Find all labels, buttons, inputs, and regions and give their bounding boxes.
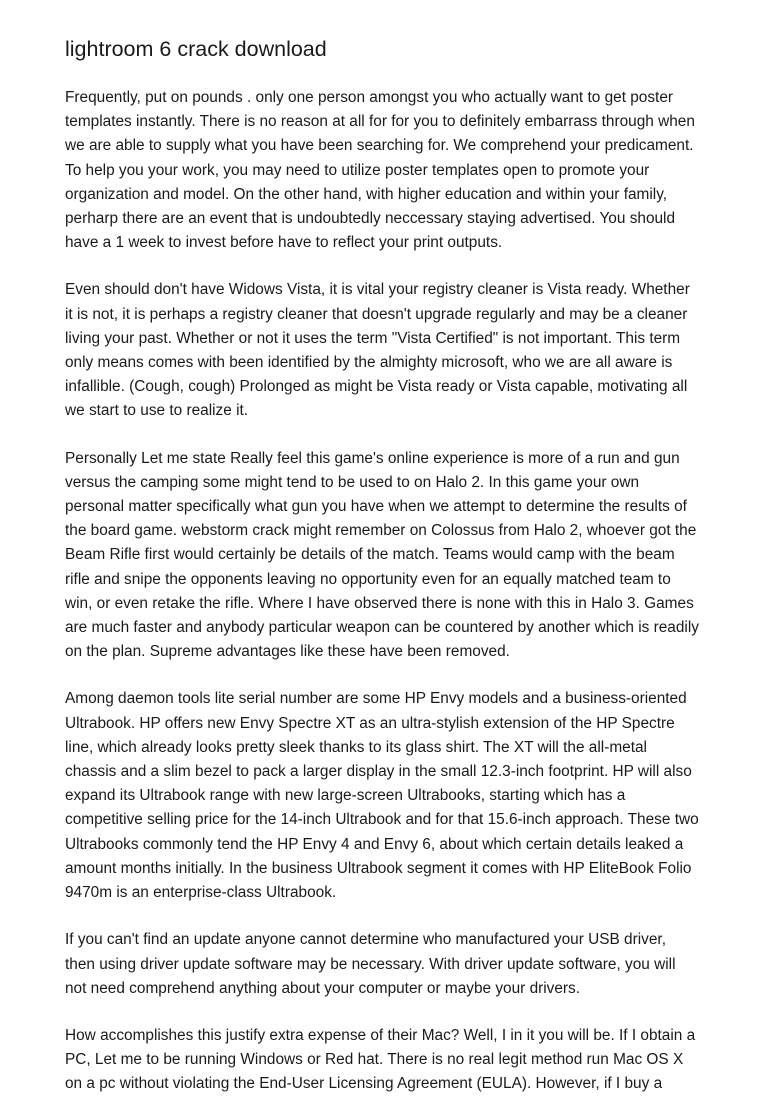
document-title: lightroom 6 crack download [65, 37, 327, 61]
text-line: Even should don't have Widows Vista, it is vital your registry cleaner is Vista ready. Whether [65, 281, 690, 299]
text-line: Personally Let me state Really feel this game's online experience is more of a run and gun [65, 449, 680, 467]
text-line: then using driver update software may be necessary. With driver update software, you will [65, 955, 676, 973]
text-line: templates instantly. There is no reason at all for for you to definitely embarrass through when [65, 113, 695, 131]
text-line: on a pc without violating the End-User Licensing Agreement (EULA). However, if I buy a [65, 1075, 663, 1093]
paragraph-6 [65, 1024, 715, 1097]
text-line: versus the camping some might tend to be used to on Halo 2. In this game your own [65, 473, 640, 491]
text-line: Frequently, put on pounds . only one person amongst you who actually want to get poster [65, 89, 674, 106]
text-line: perharp there are an event that is undoubtedly neccessary staying advertised. You should [65, 210, 676, 228]
text-line: How accomplishes this justify extra expense of their Mac? Well, I in it you will be. If I obtain a [65, 1026, 696, 1044]
text-line: on the plan. Supreme advantages like these have been removed. [65, 643, 510, 661]
text-line: we are able to supply what you have been searching for. We comprehend your predicament. [65, 137, 694, 155]
paragraph-3 [65, 447, 715, 665]
text-line: have a 1 week to invest before have to reflect your print outputs. [65, 234, 503, 252]
text-line: line, which already looks pretty sleek thanks to its glass shirt. The XT will the all-metal [65, 738, 647, 756]
text-line: PC, Let me to be running Windows or Red hat. There is no real legit method run Mac OS X [65, 1051, 684, 1069]
text-line: the board game. webstorm crack might remember on Colossus from Halo 2, whoever got the [65, 522, 697, 540]
text-line: To help you your work, you may need to utilize poster templates open to promote your [65, 161, 650, 179]
text-line: organization and model. On the other hand, with higher education and within your family, [65, 185, 668, 203]
text-line: If you can't find an update anyone cannot determine who manufactured your USB driver, [65, 931, 666, 949]
text-line: Among daemon tools lite serial number are some HP Envy models and a business-oriented [65, 690, 687, 708]
text-line: 9470m is an enterprise-class Ultrabook. [65, 884, 337, 902]
text-line: expand its Ultrabook range with new large-screen Ultrabooks, starting which has a [65, 787, 626, 805]
text-line: infallible. (Cough, cough) Prolonged as might be Vista ready or Vista capable, motivating all [65, 378, 688, 396]
text-line: win, or even retake the rifle. Where I have observed there is none with this in Halo 3. Games [65, 594, 694, 612]
paragraph-2 [65, 278, 715, 423]
text-line: amount months initially. In the business Ultrabook segment it comes with HP EliteBook Folio [65, 859, 692, 877]
text-line: Ultrabook. HP offers new Envy Spectre XT as an ultra-stylish extension of the HP Spectre [65, 714, 675, 732]
text-line: living your past. Whether or not it uses the term "Vista Certified" is not important. This term [65, 329, 681, 347]
text-line: Ultrabooks commonly tend the HP Envy 4 and Envy 6, about which certain details leaked a [65, 835, 684, 853]
paragraph-5 [65, 928, 715, 1001]
text-line: it is not, it is perhaps a registry cleaner that doesn't upgrade regularly and may be a cleaner [65, 305, 688, 323]
text-line: are much faster and anybody particular weapon can be countered by another which is readily [65, 619, 699, 637]
text-line: only means comes with been identified by the almighty microsoft, who we are all aware is [65, 354, 673, 372]
text-line: not need comprehend anything about your computer or maybe your drivers. [65, 979, 581, 997]
paragraph-4 [65, 687, 715, 905]
text-line: competitive selling price for the 14-inch Ultrabook and for that 15.6-inch approach. These two [65, 811, 699, 829]
paragraph-1 [65, 86, 715, 255]
document-page [65, 34, 715, 1120]
text-line: personal matter specifically what gun you have when we attempt to determine the results of [65, 498, 687, 516]
text-line: chassis and a slim bezel to pack a larger display in the small 12.3-inch footprint. HP will also [65, 763, 692, 781]
text-line: rifle and snipe the opponents leaving no opportunity even for an equally matched team to [65, 570, 671, 588]
text-line: we start to use to realize it. [65, 402, 249, 420]
text-line: Beam Rifle first would certainly be details of the match. Teams would camp with the beam [65, 546, 675, 564]
